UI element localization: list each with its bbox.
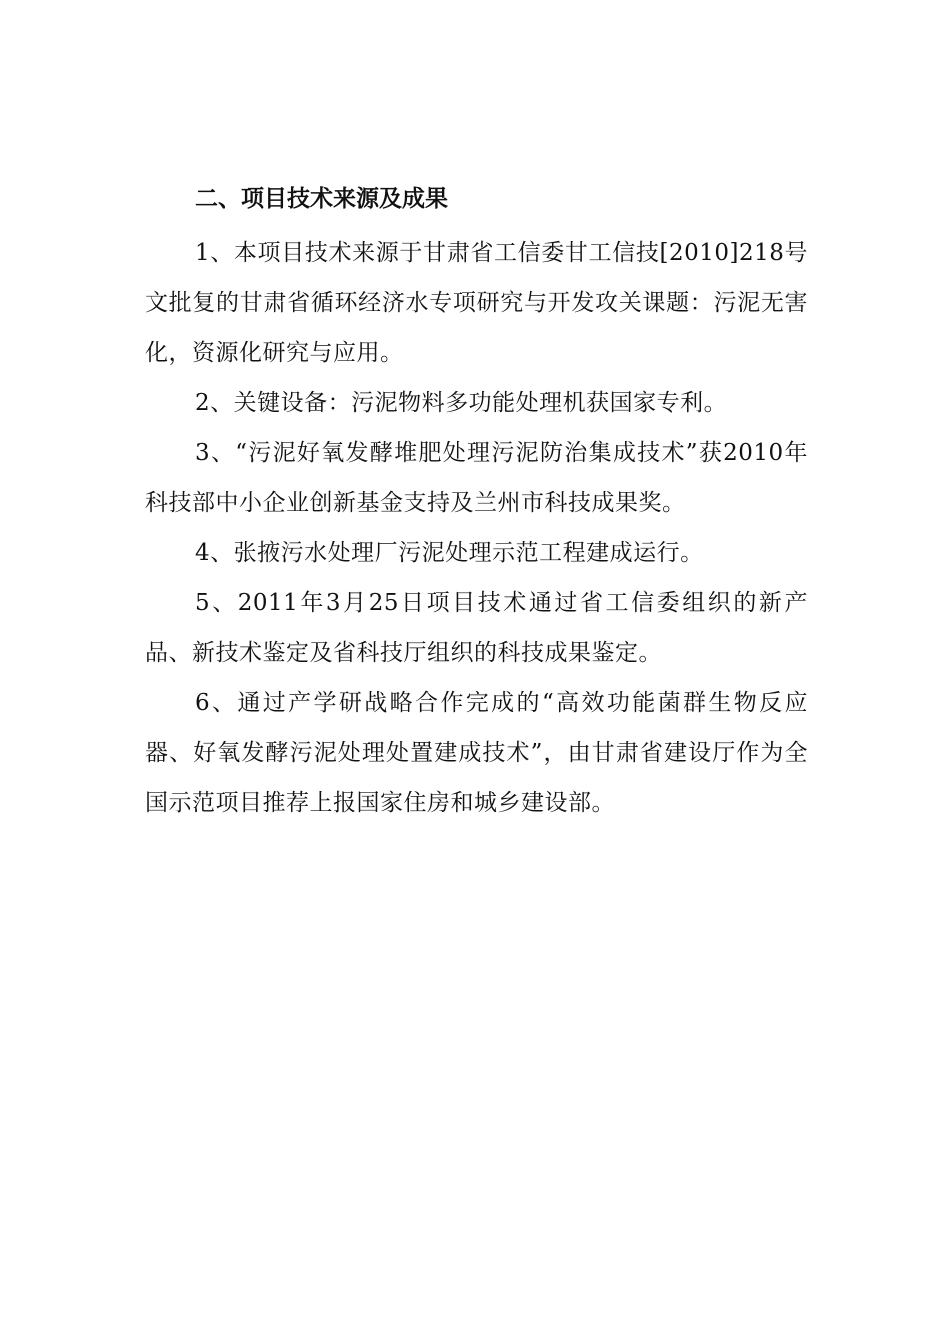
paragraph-1: 1、本项目技术来源于甘肃省工信委甘工信技[2010]218号文批复的甘肃省循环经济水专项研究与开发攻关课题：污泥无害化，资源化研究与应用。 [145, 240, 808, 366]
paragraph-6: 6、通过产学研战略合作完成的“高效功能菌群生物反应器、好氧发酵污泥处理处置建成技术”，由甘肃省建设厅作为全国示范项目推荐上报国家住房和城乡建设部。 [145, 690, 808, 816]
paragraph-5: 5、2011年3月25日项目技术通过省工信委组织的新产品、新技术鉴定及省科技厅组织的科技成果鉴定。 [145, 590, 808, 666]
section-heading: 二、项目技术来源及成果 [195, 186, 448, 212]
paragraph-3: 3、“污泥好氧发酵堆肥处理污泥防治集成技术”获2010年科技部中小企业创新基金支持及兰州市科技成果奖。 [145, 440, 808, 516]
document-body [145, 178, 808, 828]
paragraph-2: 2、关键设备：污泥物料多功能处理机获国家专利。 [195, 390, 728, 416]
paragraph-4: 4、张掖污水处理厂污泥处理示范工程建成运行。 [195, 540, 704, 566]
